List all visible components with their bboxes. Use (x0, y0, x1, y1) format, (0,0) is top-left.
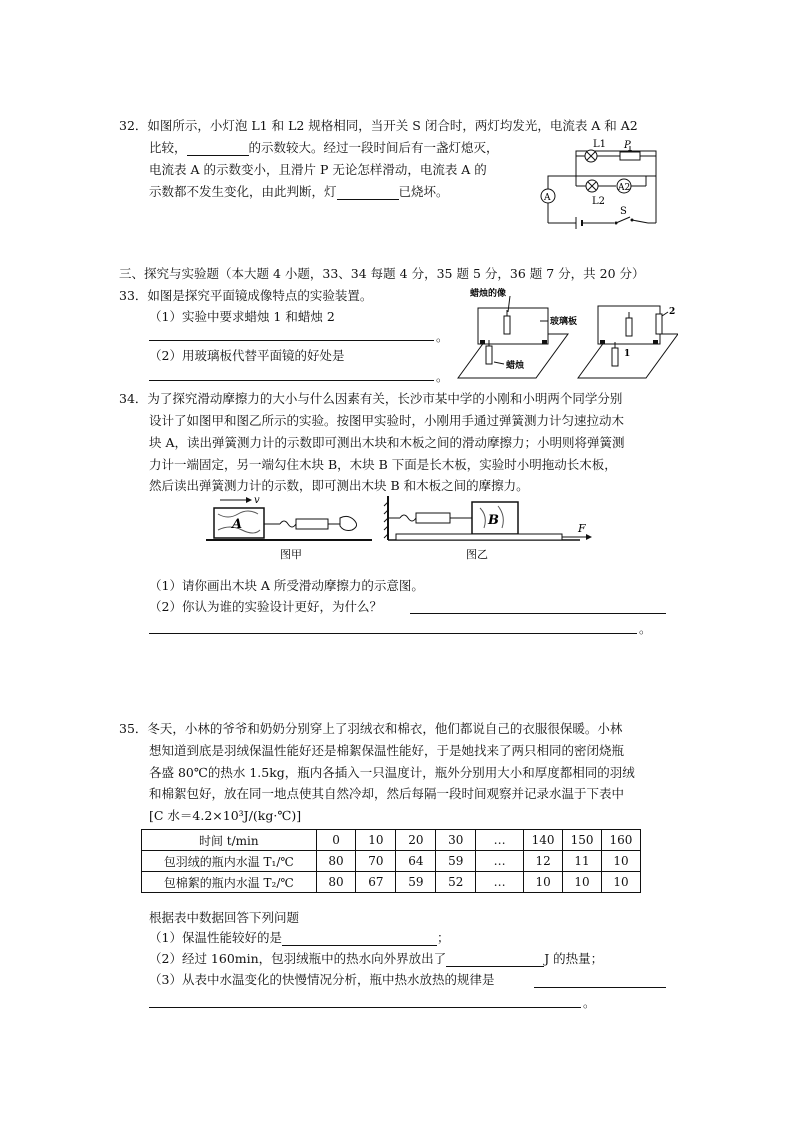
table-cell: 80 (316, 872, 356, 893)
table-cell: 11 (563, 851, 602, 872)
table-cell: 时间 t/min (142, 830, 317, 851)
q34-part-2-end: 。 (639, 621, 652, 636)
table-cell: 20 (396, 830, 436, 851)
label-a2: A2 (618, 183, 631, 193)
label-s: S (620, 206, 627, 217)
q35-part-3: （3）从表中水温变化的快慢情况分析，瓶中热水放热的规律是 (149, 972, 495, 987)
table-cell: 52 (436, 872, 476, 893)
q34-answer-line-1[interactable] (410, 613, 666, 614)
table-cell: 12 (524, 851, 563, 872)
table-cell: 160 (601, 830, 640, 851)
table-cell: 140 (524, 830, 563, 851)
label-candle: 蜡烛 (506, 361, 525, 371)
q32-blank-2[interactable] (337, 186, 399, 200)
table-cell: 包羽绒的瓶内水温 T₁/℃ (142, 851, 317, 872)
temperature-table (141, 829, 641, 893)
table-cell: 70 (356, 851, 396, 872)
table-header-row (142, 830, 641, 851)
q33-part-2-end: 。 (436, 369, 449, 384)
table-cell: 10 (356, 830, 396, 851)
q35-line-1: 35．冬天，小林的爷爷和奶奶分别穿上了羽绒衣和棉衣，他们都说自己的衣服很保暖。小林 (119, 721, 623, 736)
table-cell: 59 (396, 872, 436, 893)
q34-line-5: 然后读出弹簧测力计的示数，即可测出木块 B 和木板之间的摩擦力。 (149, 478, 529, 493)
table-cell: 80 (316, 851, 356, 872)
lamp-l1-icon (585, 150, 597, 162)
q35-line-3: 各盛 80℃的热水 1.5kg，瓶内各插入一只温度计，瓶外分别用大小和厚度都相同的羽绒 (149, 765, 635, 780)
label-candle-image: 蜡烛的像 (470, 289, 507, 299)
q35-part-1-text: （1）保温性能较好的是 (149, 930, 282, 945)
q35-part-2-text: （2）经过 160min，包羽绒瓶中的热水向外界放出了 (149, 951, 447, 966)
q35-line-2: 想知道到底是羽绒保温性能好还是棉絮保温性能好，于是她找来了两只相同的密闭烧瓶 (149, 743, 625, 758)
hand-icon (340, 516, 357, 530)
q32-text-d: 已烧坏。 (398, 184, 449, 199)
ammeter-a2-icon (617, 179, 631, 193)
label-f: F (578, 522, 586, 535)
table-cell: … (476, 851, 524, 872)
table-cell: 59 (436, 851, 476, 872)
q32-blank-1[interactable] (187, 142, 249, 156)
label-l1: L1 (593, 139, 607, 150)
q35-part-3-end: 。 (583, 995, 596, 1010)
table-cell: 10 (524, 872, 563, 893)
q34-part-1: （1）请你画出木块 A 所受滑动摩擦力的示意图。 (149, 578, 424, 593)
table-cell: … (476, 872, 524, 893)
q33-part-1: （1）实验中要求蜡烛 1 和蜡烛 2 (149, 309, 335, 324)
caption-figure-b: 图乙 (466, 548, 488, 561)
q32-line-3: 电流表 A 的示数变小，且滑片 P 无论怎样滑动，电流表 A 的 (149, 162, 487, 177)
label-p: P (624, 140, 631, 151)
q34-part-2: （2）你认为谁的实验设计更好，为什么？ (149, 599, 382, 614)
q32-line-1: 32．如图所示，小灯泡 L1 和 L2 规格相同，当开关 S 闭合时，两灯均发光，电流表 A 和 A2 (119, 118, 638, 133)
q35-part-1 (149, 930, 449, 946)
q35-blank-1[interactable] (282, 932, 437, 946)
q35-line-4: 和棉絮包好，放在同一地点使其自然冷却，然后每隔一段时间观察并记录水温于下表中 (149, 786, 625, 801)
table-cell: 67 (356, 872, 396, 893)
label-b-block: B (488, 513, 499, 528)
table-row (142, 872, 641, 893)
ammeter-a-icon (541, 189, 555, 203)
q32-text-c: 示数都不发生变化，由此判断，灯 (149, 184, 337, 199)
q34-line-1: 34．为了探究滑动摩擦力的大小与什么因素有关，长沙市某中学的小刚和小明两个同学分别 (119, 391, 623, 406)
q35-intro: 根据表中数据回答下列问题 (149, 910, 300, 925)
q35-part-1-end: ； (436, 930, 450, 945)
q34-line-2: 设计了如图甲和图乙所示的实验。按图甲实验时，小刚用手通过弹簧测力计匀速拉动木 (149, 413, 625, 428)
q35-answer-line-2[interactable] (149, 1007, 581, 1008)
label-glass-plate: 玻璃板 (550, 317, 578, 327)
q35-part-2-end: J 的热量； (544, 951, 604, 966)
table-cell: 64 (396, 851, 436, 872)
friction-experiment-figure (200, 494, 600, 564)
q35-answer-line-1[interactable] (534, 987, 666, 988)
q35-part-2 (149, 951, 603, 967)
caption-figure-a: 图甲 (280, 548, 302, 561)
battery-icon (576, 217, 582, 229)
q34-line-3: 块 A，读出弹簧测力计的示数即可测出木块和木板之间的滑动摩擦力；小明则将弹簧测 (149, 435, 625, 450)
q33-line-1: 33．如图是探究平面镜成像特点的实验装置。 (119, 288, 373, 303)
q32-text-b: 的示数较大。经过一段时间后有一盏灯熄灭， (248, 140, 499, 155)
q32-line-2 (149, 140, 499, 156)
q33-answer-line-1[interactable] (149, 340, 434, 341)
table-cell: 10 (601, 851, 640, 872)
q33-part-2: （2）用玻璃板代替平面镜的好处是 (149, 348, 345, 363)
q33-part-1-end: 。 (436, 329, 449, 344)
table-row (142, 851, 641, 872)
spring-scale-a-icon (296, 519, 328, 529)
lamp-l2-icon (586, 180, 598, 192)
label-a: A (544, 193, 551, 203)
table-cell: 150 (563, 830, 602, 851)
q33-answer-line-2[interactable] (149, 380, 434, 381)
q34-answer-line-2[interactable] (149, 633, 637, 634)
table-cell: 包棉絮的瓶内水温 T₂/℃ (142, 872, 317, 893)
label-l2: L2 (592, 196, 606, 207)
table-cell: 10 (601, 872, 640, 893)
q34-line-4: 力计一端固定，另一端勾住木块 B，木块 B 下面是长木板，实验时小明拖动长木板， (149, 457, 617, 472)
q35-blank-2[interactable] (446, 953, 544, 967)
spring-scale-b-icon (416, 513, 450, 523)
q32-line-4 (149, 184, 449, 200)
table-cell: 10 (563, 872, 602, 893)
mirror-experiment-figure (448, 286, 678, 386)
q32-text-a: 比较， (149, 140, 187, 155)
label-candle-2: 2 (669, 307, 676, 317)
section-3-heading: 三、探究与实验题（本大题 4 小题，33、34 每题 4 分，35 题 5 分，36 题 7 分，共 20 分） (119, 266, 645, 281)
table-cell: … (476, 830, 524, 851)
circuit-diagram (536, 138, 666, 230)
switch-icon (615, 217, 634, 225)
label-a-block: A (232, 517, 243, 532)
label-candle-1: 1 (624, 349, 631, 359)
q35-line-5: [C 水＝4.2×10³J/(kg·℃)] (149, 808, 302, 823)
long-board (396, 534, 562, 540)
label-v: v (254, 495, 260, 506)
table-cell: 0 (316, 830, 356, 851)
table-cell: 30 (436, 830, 476, 851)
